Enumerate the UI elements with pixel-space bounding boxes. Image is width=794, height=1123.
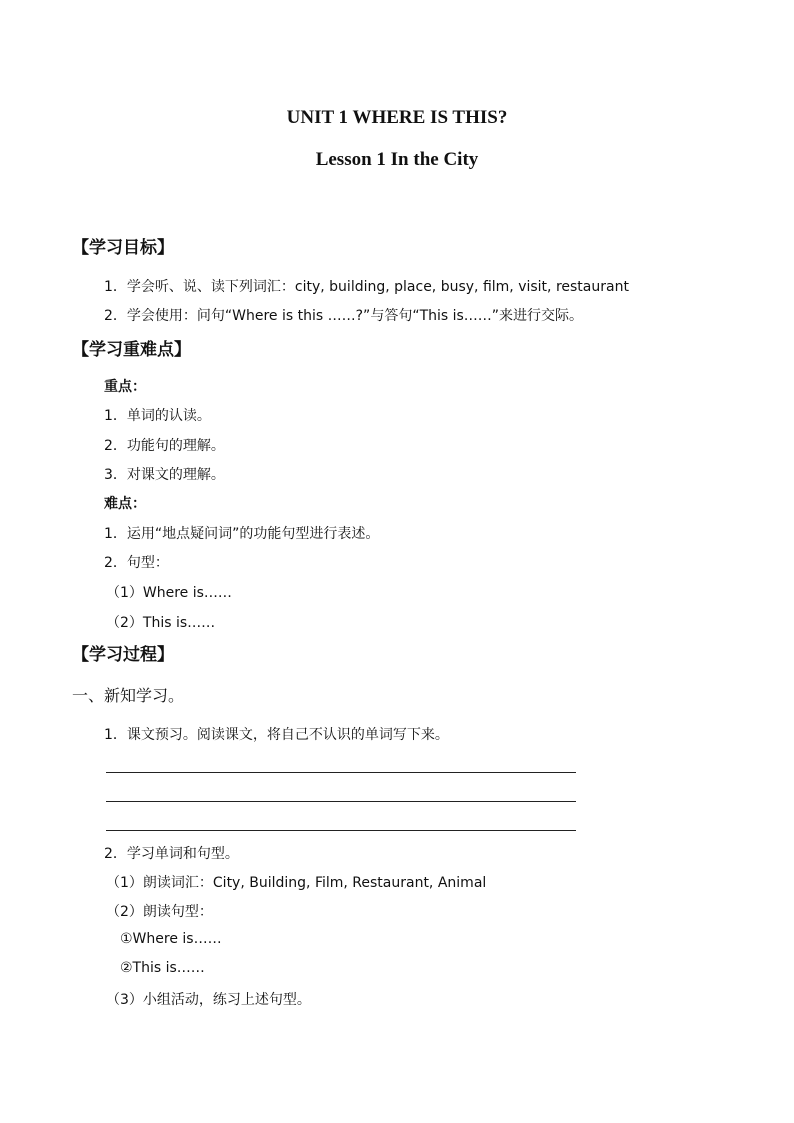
answer-line-3[interactable] <box>106 830 576 831</box>
goals-heading: 【学习目标】 <box>72 238 174 258</box>
key-points-heading: 【学习重难点】 <box>72 340 191 360</box>
difficult-label: 难点： <box>104 496 146 512</box>
part1-heading: 一、新知学习。 <box>72 686 185 705</box>
difficult-item-2: 2．句型： <box>104 555 169 571</box>
difficult-item-4: （2）This is…… <box>106 615 216 631</box>
step2-item-2: （2）朗读句型： <box>106 904 213 920</box>
unit-title: UNIT 1 WHERE IS THIS? <box>286 107 508 128</box>
step2-item-5: （3）小组活动，练习上述句型。 <box>106 992 311 1008</box>
step2-item-3: ①Where is…… <box>120 931 222 947</box>
step2-item-4: ②This is…… <box>120 960 205 976</box>
answer-line-1[interactable] <box>106 772 576 773</box>
process-heading: 【学习过程】 <box>72 645 174 665</box>
lesson-title: Lesson 1 In the City <box>315 149 479 170</box>
step2-item-1: （1）朗读词汇：City, Building, Film, Restaurant, Animal <box>106 875 487 891</box>
answer-line-2[interactable] <box>106 801 576 802</box>
step1-text: 1．课文预习。阅读课文，将自己不认识的单词写下来。 <box>104 727 449 743</box>
key-item-3: 3．对课文的理解。 <box>104 467 225 483</box>
key-item-2: 2．功能句的理解。 <box>104 438 225 454</box>
difficult-item-1: 1．运用“地点疑问词”的功能句型进行表述。 <box>104 526 380 542</box>
key-item-1: 1．单词的认读。 <box>104 408 211 424</box>
step2-text: 2．学习单词和句型。 <box>104 846 239 862</box>
key-label: 重点： <box>104 379 146 395</box>
goal-item-1: 1．学会听、说、读下列词汇：city, building, place, busy, film, visit, restaurant <box>104 279 629 295</box>
goal-item-2: 2．学会使用：问句“Where is this ……?”与答句“This is……”来进行交际。 <box>104 308 584 324</box>
difficult-item-3: （1）Where is…… <box>106 585 232 601</box>
